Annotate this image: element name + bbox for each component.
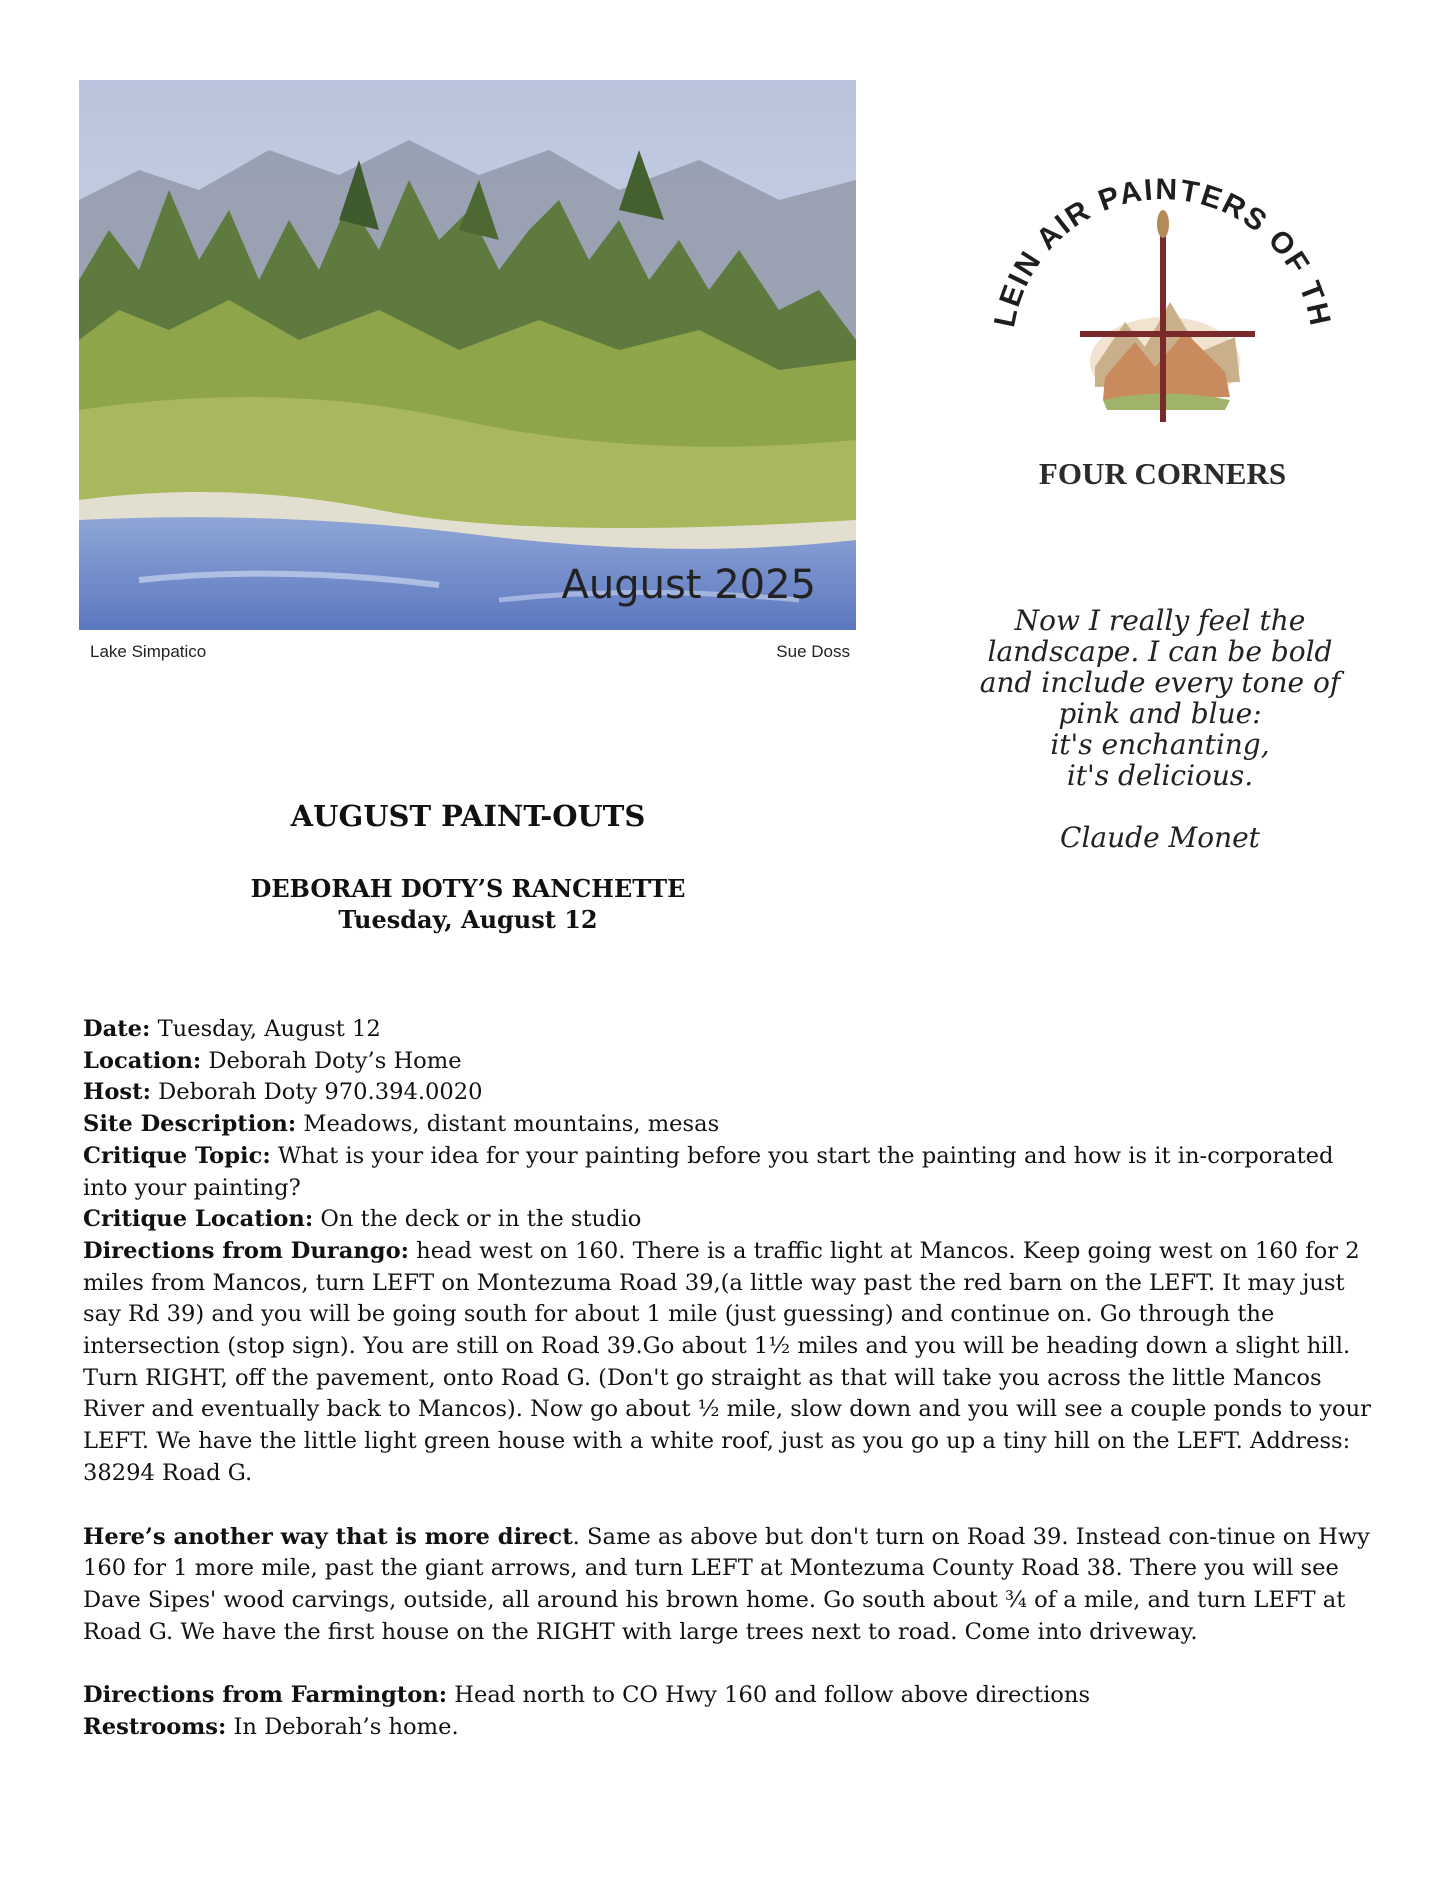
quote-author: Claude Monet xyxy=(1060,821,1260,854)
detail-host: Host: Deborah Doty 970.394.0020 xyxy=(83,1079,483,1106)
detail-directions-durango: Directions from Durango: head west on 160. There is a traffic light at Mancos. Keep going west on 160 for 2 miles from Mancos, turn LEFT on Montezuma Road 39,(a little way past the red barn on the LEFT. It may just say Rd 39) and you will be going south for about 1 mile (just guessing) and continue on. Go through the intersection (stop sign). You are still on Road 39.Go about 1½ miles and you will be heading down a slight hill. Turn RIGHT, off the pavement, onto Road G. (Don't go straight as that will take you across the little Mancos River and eventually back to Mancos). Now go about ½ mile, slow down and you will see a couple ponds to your LEFT. We have the little light green house with a white roof, just as you go up a tiny hill on the LEFT. Address: 38294 Road G. xyxy=(83,1237,1371,1486)
painting-date-overlay: August 2025 xyxy=(561,562,816,608)
detail-directions-farmington: Directions from Farmington: Head north to CO Hwy 160 and follow above directions xyxy=(83,1682,1091,1709)
logo-graphic xyxy=(985,152,1340,452)
detail-date: Date: Tuesday, August 12 xyxy=(83,1016,381,1042)
cover-painting xyxy=(79,80,856,630)
event-heading xyxy=(125,873,811,935)
detail-critique-location: Critique Location: On the deck or in the studio xyxy=(83,1206,642,1233)
detail-location: Location: Deborah Doty’s Home xyxy=(83,1047,462,1074)
detail-critique-topic: Critique Topic: What is your idea for your painting before you start the painting and how is it in-corporated into your painting? xyxy=(83,1142,1334,1201)
event-name: DEBORAH DOTY’S RANCHETTE xyxy=(250,874,686,903)
event-details xyxy=(83,1014,1383,1744)
club-logo xyxy=(985,152,1340,492)
quote-line: Now I really feel the xyxy=(1014,604,1306,637)
detail-directions-alternate: Here’s another way that is more direct. Same as above but don't turn on Road 39. Instead con-tinue on Hwy 160 for 1 more mile, past the giant arrows, and turn LEFT at Montezuma County Road 38. There you will see Dave Sipes' wood carvings, outside, all around his brown home. Go south about ¾ of a mile, and turn LEFT at Road G. We have the first house on the RIGHT with large trees next to road. Come into driveway. xyxy=(83,1523,1370,1645)
quote-line: it's enchanting, xyxy=(1050,728,1270,761)
watercolor-landscape xyxy=(79,80,856,630)
logo-arc-text: LEIN AIR PAINTERS OF TH xyxy=(988,172,1337,331)
detail-site: Site Description: Meadows, distant mountains, mesas xyxy=(83,1111,720,1138)
quote-line: and include every tone of xyxy=(979,666,1341,699)
quote-line: landscape. I can be bold xyxy=(987,635,1333,668)
painting-artist-caption: Sue Doss xyxy=(776,642,850,661)
monet-quote xyxy=(940,605,1380,853)
event-date: Tuesday, August 12 xyxy=(338,905,598,934)
quote-line: pink and blue: xyxy=(1058,697,1262,730)
quote-line: it's delicious. xyxy=(1066,759,1254,792)
page-title: AUGUST PAINT-OUTS xyxy=(290,799,646,833)
detail-restrooms: Restrooms: In Deborah’s home. xyxy=(83,1714,459,1741)
logo-bottom-text: FOUR CORNERS xyxy=(1038,456,1287,491)
painting-title-caption: Lake Simpatico xyxy=(90,642,207,661)
